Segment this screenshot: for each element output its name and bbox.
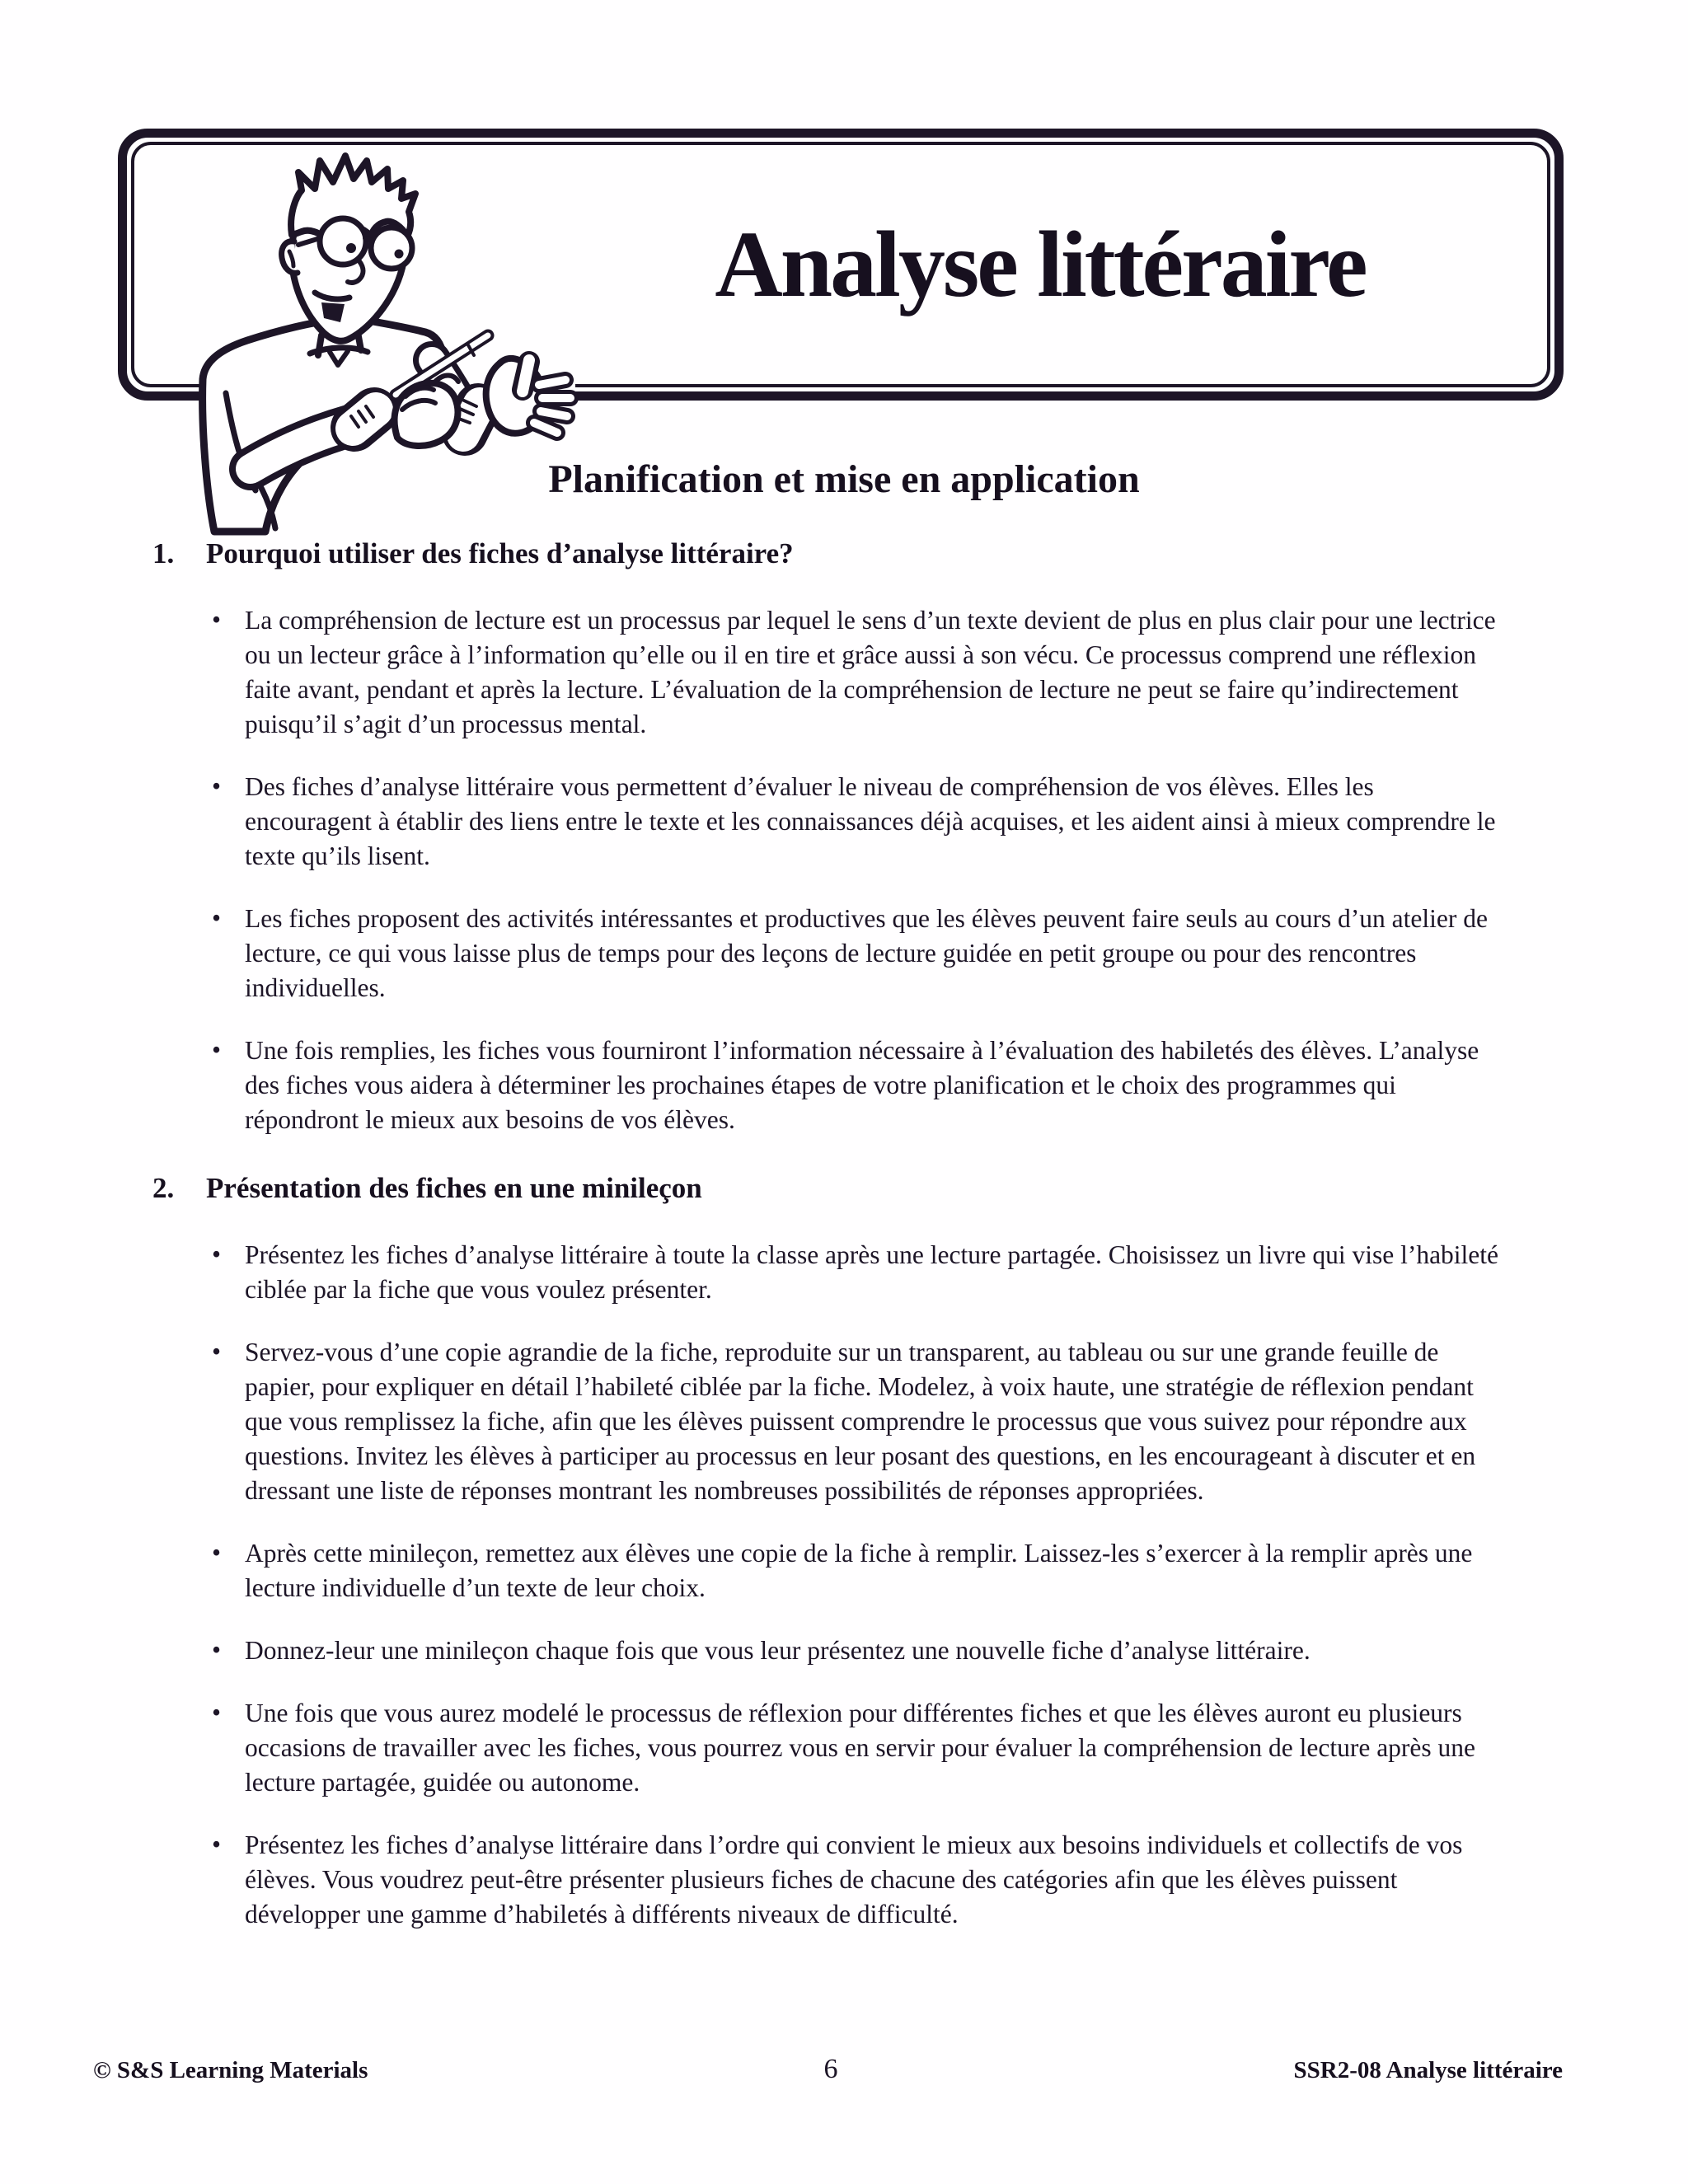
- section-title: Pourquoi utiliser des fiches d’analyse littéraire?: [206, 537, 794, 569]
- document-title: Analyse littéraire: [715, 212, 1366, 316]
- bullet-item: • Présentez les fiches d’analyse littéraire à toute la classe après une lecture partagée. Choisissez un livre qui vise l’habileté ciblée par la fiche que vous voulez présenter.: [210, 1238, 1498, 1307]
- bullet-item: • Après cette minileçon, remettez aux élèves une copie de la fiche à remplir. Laissez-les s’exercer à la remplir après une lecture individuelle d’un texte de leur choix.: [210, 1536, 1498, 1605]
- glasses-icon: [320, 218, 366, 265]
- page-content: [0, 455, 1688, 1932]
- footer-copyright: © S&S Learning Materials: [93, 2057, 368, 2083]
- bullet-list: [210, 603, 1498, 1137]
- bullet-item: • Servez-vous d’une copie agrandie de la fiche, reproduite sur un transparent, au tableau ou sur une grande feuille de papier, pour expliquer en détail l’habileté ciblée par la fiche. Modelez, à voix haute, une stratégie de réflexion pendant que vous remplissez la fiche, afin que les élèves puissent comprendre le processus que vous suivez pour répondre aux questions. Invitez les élèves à participer au processus en leur posant des questions, en les encourageant à discuter et en dressant une liste de réponses montrant les nombreuses possibilités de réponses appropriées.: [210, 1335, 1498, 1508]
- bullet-item: • Les fiches proposent des activités intéressantes et productives que les élèves peuvent faire seuls au cours d’un atelier de lecture, ce qui vous laisse plus de temps pour des leçons de lecture guidée en petit groupe ou pour des rencontres individuelles.: [210, 902, 1498, 1005]
- bullet-list: [210, 1238, 1498, 1932]
- section-heading: [152, 536, 1589, 572]
- section-why-use-sheets: [0, 536, 1688, 1137]
- bullet-item: • La compréhension de lecture est un processus par lequel le sens d’un texte devient de plus en plus clair pour une lectrice ou un lecteur grâce à l’information qu’elle ou il en tire et grâce aussi à son vécu. Ce processus comprend une réflexion faite avant, pendant et après la lecture. L’évaluation de la compréhension de lecture ne peut se faire qu’indirectement puisqu’il s’agit d’un processus mental.: [210, 603, 1498, 742]
- section-title: Présentation des fiches en une minileçon: [206, 1171, 702, 1204]
- bullet-item: • Donnez-leur une minileçon chaque fois que vous leur présentez une nouvelle fiche d’analyse littéraire.: [210, 1633, 1498, 1668]
- section-heading: [152, 1170, 1589, 1207]
- bullet-item: • Présentez les fiches d’analyse littéraire dans l’ordre qui convient le mieux aux besoins individuels et collectifs de vos élèves. Vous voudrez peut-être présenter plusieurs fiches de chacune des catégories afin que les élèves puissent développer une gamme d’habiletés à différents niveaux de difficulté.: [210, 1828, 1498, 1932]
- footer-page-number: 6: [823, 2054, 838, 2084]
- bullet-item: • Une fois remplies, les fiches vous fourniront l’information nécessaire à l’évaluation des habiletés des élèves. L’analyse des fiches vous aidera à déterminer les prochaines étapes de votre planification et le choix des programmes qui répondront le mieux aux besoins de vos élèves.: [210, 1033, 1498, 1137]
- section-number: 2.: [152, 1171, 175, 1204]
- bullet-item: • Des fiches d’analyse littéraire vous permettent d’évaluer le niveau de compréhension de vos élèves. Elles les encouragent à établir des liens entre le texte et les connaissances déjà acquises, et les aident ainsi à mieux comprendre le texte qu’ils lisent.: [210, 770, 1498, 874]
- page-footer: [0, 2054, 1688, 2085]
- section-minilesson-presentation: [0, 1170, 1688, 1932]
- section-number: 1.: [152, 537, 175, 569]
- footer-doc-code: SSR2-08 Analyse littéraire: [1293, 2057, 1563, 2083]
- page-subtitle: Planification et mise en application: [548, 457, 1140, 501]
- teacher-illustration: [190, 144, 593, 540]
- bullet-item: • Une fois que vous aurez modelé le processus de réflexion pour différentes fiches et que les élèves auront eu plusieurs occasions de travailler avec les fiches, vous pourrez vous en servir pour évaluer la compréhension de lecture après une lecture partagée, guidée ou autonome.: [210, 1696, 1498, 1800]
